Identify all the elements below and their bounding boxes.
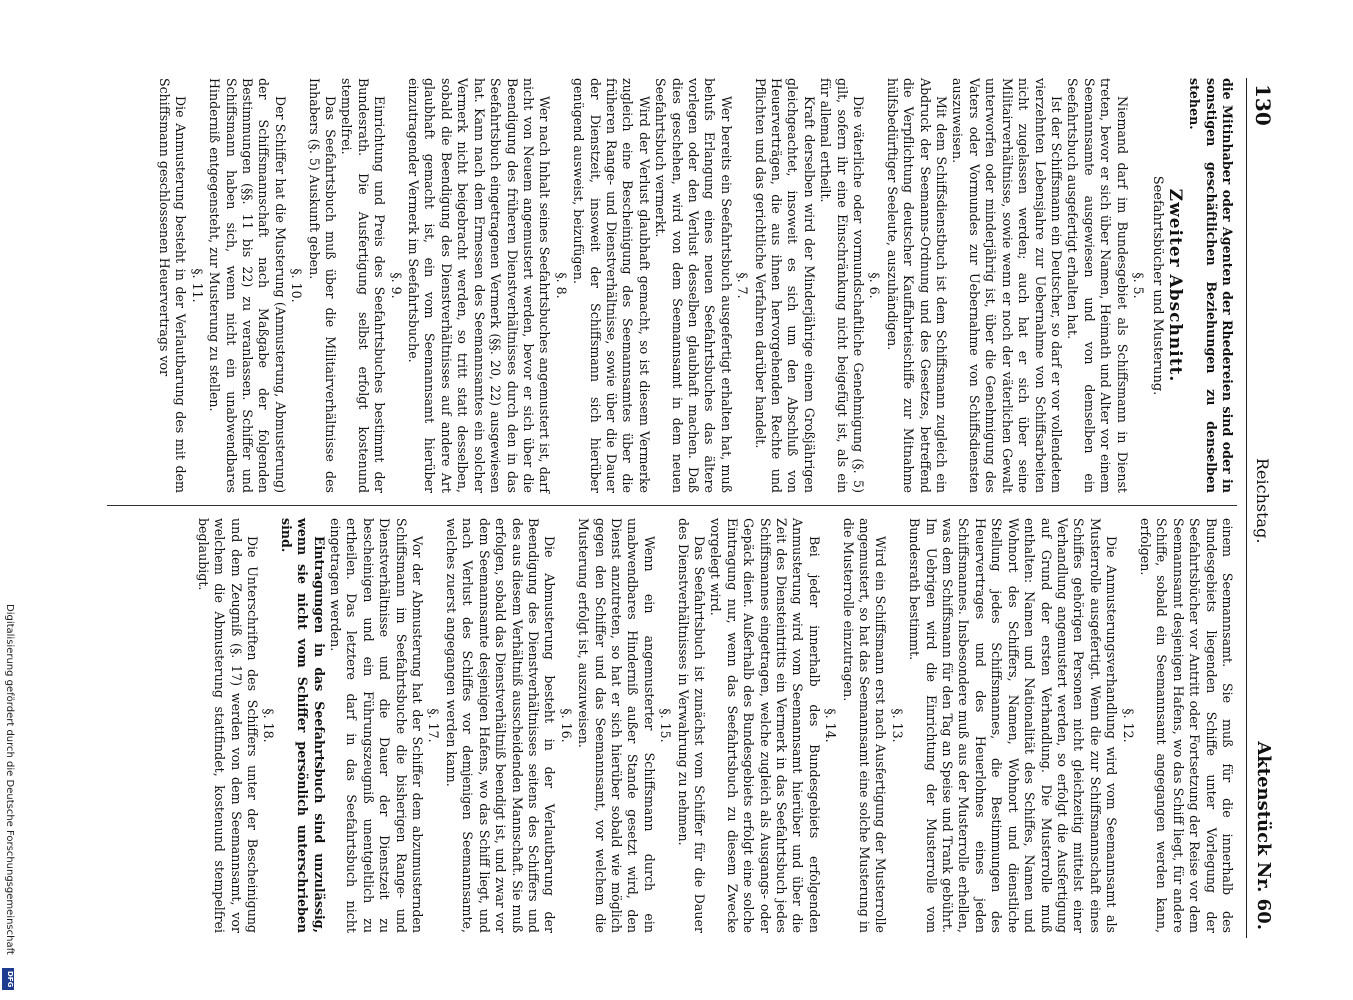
right-column — [95, 518, 1235, 933]
running-title: Reichstag. — [1253, 458, 1272, 544]
body-paragraph: einem Seemannsamt. Sie muß für die innerhalb des Bundesgebiets liegenden Schiffe unter Vorlegung der Seefahrtsbücher vor Antritt oder Fortsetzung der Reise vor dem Seemannsamt desjenigen Hafens, wo das Schiff liegt, für andere Schiffe, sobald ein Seemannsamt angegangen werden kann, erfolgen. — [1137, 518, 1235, 933]
column-divider — [107, 505, 1237, 506]
section-subheading: Seefahrtsbücher und Musterung. — [1150, 175, 1166, 396]
paragraph-number: §. 16. — [558, 708, 574, 743]
paragraph-number: §. 10. — [289, 268, 305, 303]
body-paragraph: Wird der Verlust glaubhaft gemacht, so ist diesem Vermerke zugleich eine Bescheinigung des Seemannsamtes über die früheren Range- und Dienstverhältnisse, sowie über die Dauer der Dienstzeit, insoweit der Schiffsmann sich hierüber genügend ausweist, beizufügen. — [571, 78, 652, 493]
dfg-logo: DFG — [2, 968, 14, 990]
document-reference: Aktenstück Nr. 60. — [1253, 741, 1274, 930]
body-paragraph: Wird ein Schiffsmann erst nach Ausfertigung der Musterrolle angemustert, so hat das Seemannsamt eine solche Musterung in die Musterrolle einzutragen. — [840, 518, 889, 933]
body-paragraph: Niemand darf im Bundesgebiet als Schiffsmann in Dienst treten, bevor er sich über Namen, Heimath und Alter vor einem Seemannsamte ausgewiesen und von demselben ein Seefahrtsbuch ausgefertigt erhalten hat. — [1065, 78, 1130, 493]
paragraph-number: §. 18. — [261, 708, 277, 743]
section-heading: Zweiter Abschnitt. — [1164, 188, 1185, 383]
paragraph-number: §. 14. — [823, 708, 839, 743]
body-paragraph: Einrichtung und Preis des Seefahrtsbuches bestimmt der Bundesrath. Die Ausfertigung selbst erfolgt kostenund stempelfrei. — [339, 78, 388, 493]
paragraph-number: §. 15. — [658, 708, 674, 743]
body-paragraph: Mit dem Schiffsdienstbuch ist dem Schiffsmann zugleich ein Abdruck der Seemanns-Ordnung und des Gesetzes, betreffend die Verpflichtung deutscher Kauffahrteischiffe zur Mitnahme hülfsbedürftiger Seeleute, auszuhändigen. — [884, 78, 950, 493]
body-paragraph: Das Seefahrtsbuch ist zunächst vom Schiffer für die Dauer des Dienstverhältnisses in Verwahrung zu nehmen. — [675, 518, 707, 933]
body-paragraph: Wenn ein angemusterter Schiffsmann durch ein unabwendbares Hinderniß außer Stande gesetzt wird, den Dienst anzutreten, so hat er sich hierüber sobald wie möglich gegen den Schiffer und das Seemannsamt, vor welchem die Musterung erfolgt ist, auszuweisen. — [576, 518, 657, 933]
body-paragraph: Vor der Abmusterung hat der Schiffer dem abzumusternden Schiffsmann im Seefahrtsbuche die bisherigen Range- und Dienstverhältnisse und die Dauer der Dienstzeit zu bescheinigen und ein Führungszeugniß unentgeltlich zu ertheilen. Das letztere darf in das Seefahrtsbuch nicht eingetragen werden. — [328, 518, 426, 933]
body-paragraph: Die Abmusterung besteht in der Verlautbarung der Beendigung des Dienstverhältnisses seitens des Schiffers und des aus diesem Verhältniß ausscheidenden Mannschaft. Sie muß erfolgen, sobald das Dienstverhältniß beendigt ist, und zwar vor dem Seemannsamte desjenigen Hafens, wo das Schiff liegt, und nach Verlust des Schiffes vor demjenigen Seemannsamte, welches zuerst angegangen werden kann. — [443, 518, 558, 933]
body-paragraph: Bei jeder innerhalb des Bundesgebiets erfolgenden Anmusterung wird vom Seemannsamt hierüber und über die Zeit des Diensteintritts ein Vermerk in das Seefahrtsbuch jedes Schiffsmannes eingetragen, welche zugleich als Ausgangs- oder Gepäck dient. Außerhalb des Bundesgebiets erfolgt eine solche Eintragung nur, wenn das Seefahrtsbuch zu diesem Zwecke vorgelegt wird. — [708, 518, 822, 933]
body-paragraph: Der Schiffer hat die Musterung (Anmusterung, Abmusterung) der Schiffsmannschaft nach Maßgabe der folgenden Bestimmungen (§§. 11 bis 22) zu veranlassen. Schiffer und Schiffsmann haben sich, wenn nicht ein unabwendbares Hinderniß entgegensteht, zur Musterung zu stellen. — [207, 78, 288, 493]
footer-credit: Digitalisierung gefördert durch die Deutsche Forschungsgemeinschaft — [4, 604, 15, 955]
paragraph-number: §. 12. — [1120, 708, 1136, 743]
paragraph-number: §. 13. — [889, 708, 905, 743]
document-page — [81, 78, 1281, 938]
body-paragraph: Ist der Schiffsmann ein Deutscher, so darf er vor vollendetem vierzehnten Lebensjahre zur Uebernahme von Schiffsarbeiten nicht zugelassen werden; auch hat er sich über seine Militairverhältnisse, sowie wenn er noch der väterlichen Gewalt unterworfen oder minderjährig ist, über die Genehmigung des Vaters oder Vormundes zur Uebernahme von Schiffsdiensten auszuweisen. — [950, 78, 1064, 493]
body-paragraph: Die Anmusterungsverhandlung wird vom Seemannsamt als Musterrolle ausgefertigt. Wenn die zur Schiffsmannschaft eines Schiffes gehörigen Personen nicht gleichzeitig mittelst einer Verhandlung angemustert werden, so erfolgt die Ausfertigung auf Grund der ersten Verhandlung. Die Musterrolle muß enthalten: Namen und Nationalität des Schiffes, Namen und Wohnort des Schiffers, Namen, Wohnort und dienstliche Stellung jedes Schiffsmannes, die Bestimmungen des Heuervertrages und des Heuerlohnes eines jeden Schiffsmannes. Insbesondere muß aus der Musterrolle erhellen, was dem Schiffsmann für den Tag an Speise und Trank gebührt. Im Uebrigen wird die Einrichtung der Musterrolle vom Bundesrath bestimmt. — [907, 518, 1120, 933]
paragraph-number: §. 7. — [735, 272, 751, 299]
body-paragraph: die Mitinhaber oder Agenten der Rhedereien sind oder in sonstigen geschäftlichen Beziehungen zu denselben stehen. — [1187, 78, 1235, 493]
body-paragraph: Kraft derselben wird der Minderjährige einem Großjährigen gleichgeachtet, insoweit es sich um den Abschluß von Heuerverträgen, die aus ihnen hervorgehenden Rechte und Pflichten und das gerichtliche Verfahren darüber handelt. — [752, 78, 817, 493]
left-column — [95, 78, 1235, 493]
paragraph-number: §. 8. — [553, 272, 569, 299]
page-number: 130 — [1251, 84, 1275, 126]
body-paragraph: Die Unterschriften des Schiffers unter der Bescheinigung und dem Zeugniß (§. 17) werden von dem Seemannsamt, vor welchem die Abmusterung stattfindet, kostenund stempelfrei beglaubigt. — [195, 518, 261, 933]
paragraph-number: §. 9. — [388, 272, 404, 299]
body-paragraph: Wer nach Inhalt seines Seefahrtsbuches angemustert ist, darf nicht von Neuem angemustert werden, bevor er sich über die Beendigung des früheren Dienstverhältnisses durch den in das Seefahrtsbuch eingetragenen Vermerk (§§. 20, 22) ausgewiesen hat. Kann nach dem Ermessen des Seemannsamtes ein solcher Vermerk nicht beigebracht werden, so tritt statt desselben, sobald die Beendigung des Dienstverhältnisses auf andere Art glaubhaft gemacht ist, ein vom Seemannsamt hierüber einzutragender Vermerk im Seefahrtsbuche. — [406, 78, 553, 493]
paragraph-number: §. 17. — [426, 708, 442, 743]
body-paragraph: Eintragungen in das Seefahrtsbuch sind unzulässig, wenn sie nicht vom Schiffer persönlich unterschrieben sind. — [278, 518, 327, 933]
paragraph-number: §. 5. — [1130, 272, 1146, 299]
body-paragraph: Die Anmusterung besteht in der Verlautbarung des mit dem Schiffsmann geschlossenen Heuervertrags vor — [157, 78, 189, 493]
body-paragraph: Wer bereits ein Seefahrtsbuch ausgefertigt erhalten hat, muß behufs Erlangung eines neuen Seefahrtsbuches das ältere vorlegen oder den Verlust desselben glaubhaft machen. Daß dies geschehen, wird von dem Seemannsamt in dem neuen Seefahrtsbuch vermerkt. — [653, 78, 734, 493]
body-paragraph: Das Seefahrtsbuch muß über die Militairverhältnisse des Inhabers (§. 5) Auskunft geben. — [306, 78, 339, 493]
body-paragraph: Die väterliche oder vormundschaftliche Genehmigung (§. 5) gilt, sofern ihr eine Einschränkung nicht beigefügt ist, als ein für allemal ertheilt. — [818, 78, 867, 493]
paragraph-number: §. 6. — [867, 272, 883, 299]
page-header — [1246, 78, 1281, 938]
paragraph-number: §. 11. — [189, 268, 205, 303]
